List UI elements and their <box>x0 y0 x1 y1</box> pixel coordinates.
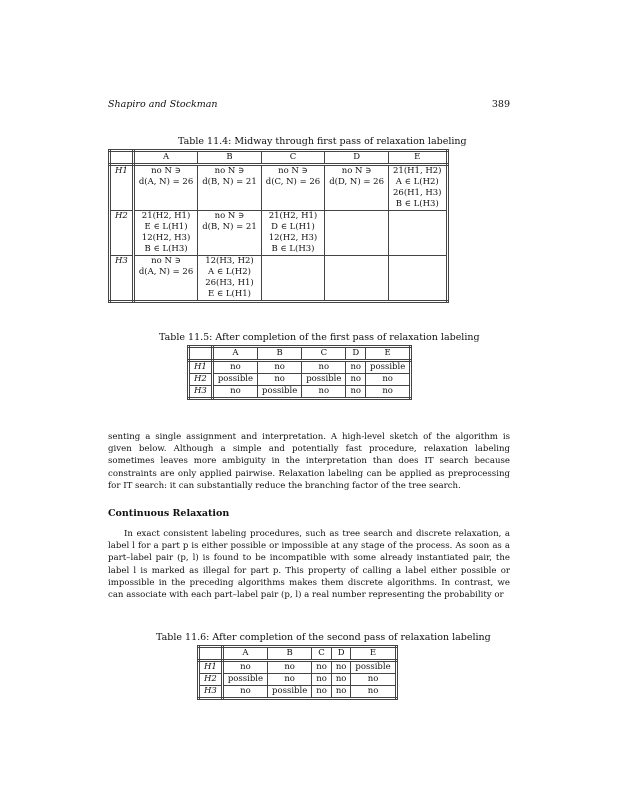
table-11-6 <box>197 645 398 700</box>
cell-value: no <box>335 686 347 696</box>
table-cell <box>346 374 366 386</box>
table-cell <box>389 165 448 211</box>
column-header: D <box>346 347 366 361</box>
cell-line: 26(H1, H3) <box>393 188 442 198</box>
cell-line: 26(H3, H1) <box>205 278 254 288</box>
table-header-row <box>189 347 411 361</box>
table-cell <box>325 211 389 256</box>
row-label: H1 <box>199 661 223 674</box>
page-number: 389 <box>491 99 510 110</box>
cell-line: A ∈ L(H2) <box>395 177 439 187</box>
column-header: E <box>351 647 396 661</box>
table-cell <box>268 674 312 686</box>
column-header: A <box>212 347 257 361</box>
column-header: E <box>389 151 448 165</box>
table-cell <box>331 686 351 699</box>
table-cell <box>325 256 389 302</box>
cell-value: no <box>284 662 295 672</box>
cell-value: possible <box>370 362 406 372</box>
table-row <box>189 374 411 386</box>
table-cell <box>302 374 346 386</box>
table-11-4-caption: Table 11.4: Midway through first pass of relaxation labeling <box>178 136 467 147</box>
cell-value: possible <box>227 674 264 684</box>
table-row <box>189 361 411 374</box>
table-11-5 <box>187 345 412 400</box>
cell-value: no <box>316 674 327 684</box>
column-header: A <box>133 151 197 165</box>
cell-line: 12(H2, H3) <box>268 233 318 243</box>
cell-value: no <box>274 374 285 384</box>
table-cell <box>389 211 448 256</box>
column-header: C <box>302 347 346 361</box>
cell-line: 21(H1, H2) <box>393 166 442 176</box>
cell-value: no <box>274 362 285 372</box>
cell-value: no <box>382 386 393 396</box>
table-cell <box>351 674 396 686</box>
row-label: H2 <box>189 374 213 386</box>
cell-value: no <box>240 686 251 696</box>
table-cell <box>261 256 324 302</box>
table-cell <box>312 686 332 699</box>
table-cell <box>212 361 257 374</box>
table-11-6-caption: Table 11.6: After completion of the second pass of relaxation labeling <box>156 632 491 643</box>
table-cell <box>222 661 267 674</box>
column-header: B <box>268 647 312 661</box>
running-title: Shapiro and Stockman <box>108 99 218 110</box>
cell-line: no N ∋ <box>151 256 181 266</box>
table-cell <box>325 165 389 211</box>
table-cell <box>198 211 262 256</box>
cell-line: 21(H2, H1) <box>268 211 318 221</box>
cell-line: E ∈ L(H1) <box>144 222 188 232</box>
table-cell <box>302 386 346 399</box>
cell-value: no <box>316 686 327 696</box>
table-corner-cell <box>199 647 223 661</box>
table-cell <box>212 386 257 399</box>
cell-line: no N ∋ <box>214 166 245 176</box>
cell-value: no <box>240 662 251 672</box>
cell-line: 12(H2, H3) <box>141 233 191 243</box>
column-header: E <box>366 347 411 361</box>
cell-line: no N ∋ <box>151 166 181 176</box>
body-paragraph-1 <box>108 431 510 492</box>
cell-value: no <box>318 386 330 396</box>
body-paragraph-2 <box>108 528 510 601</box>
table-cell <box>302 361 346 374</box>
table-cell <box>366 361 411 374</box>
cell-line: no N ∋ <box>341 166 372 176</box>
table-row <box>199 674 397 686</box>
table-11-4 <box>108 149 449 303</box>
cell-line: E ∈ L(H1) <box>207 289 251 299</box>
table-cell <box>351 661 396 674</box>
paragraph-text: In exact consistent labeling procedures, such as tree search and discrete relaxation, a label l for a part p is either possible or impossible at any stage of the process. As soon as a part–label pair (p, l) is found to be incompatible with some already instantiated pair, the label l is marked as illegal for part p. This property of calling a label either possible or impossible in the preceding algorithms makes them discrete algorithms. In contrast, we can associate with each part–label pair (p, l) a real number representing the probability or <box>108 529 510 601</box>
cell-line: A ∈ L(H2) <box>208 267 251 277</box>
cell-value: no <box>230 386 241 396</box>
table-cell <box>268 661 312 674</box>
table-cell <box>366 386 411 399</box>
cell-line: no N ∋ <box>278 166 308 176</box>
table-cell <box>198 256 262 302</box>
column-header: C <box>261 151 324 165</box>
table-row <box>110 256 448 302</box>
table-cell <box>258 374 302 386</box>
paragraph-text: senting a single assignment and interpretation. A high-level sketch of the algorithm is given below. Although a simple and potentially fast procedure, relaxation labeling sometimes leaves more ambiguity in the interpretation than does IT search because constraints are only applied pairwise. Relaxation labeling can be applied as preprocessing for IT search: it can substantially reduce the branching factor of the tree search. <box>108 432 510 491</box>
table-cell <box>346 361 366 374</box>
table-cell <box>133 165 197 211</box>
cell-value: possible <box>272 686 308 696</box>
cell-line: 21(H2, H1) <box>141 211 191 221</box>
row-label: H1 <box>110 165 134 211</box>
cell-value: no <box>284 674 295 684</box>
table-header-row <box>199 647 397 661</box>
table-cell <box>258 386 302 399</box>
cell-line: d(A, N) = 26 <box>138 267 194 277</box>
cell-value: no <box>335 662 347 672</box>
cell-value: no <box>335 674 347 684</box>
cell-value: no <box>367 674 379 684</box>
table-cell <box>261 211 324 256</box>
table-cell <box>312 674 332 686</box>
cell-line: B ∈ L(H3) <box>144 244 188 254</box>
table-cell <box>346 386 366 399</box>
cell-line: B ∈ L(H3) <box>271 244 315 254</box>
cell-line: B ∈ L(H3) <box>395 199 439 209</box>
cell-value: no <box>367 686 379 696</box>
column-header: D <box>325 151 389 165</box>
table-cell <box>268 686 312 699</box>
cell-value: possible <box>355 662 391 672</box>
table-cell <box>212 374 257 386</box>
table-row <box>110 211 448 256</box>
table-row <box>199 661 397 674</box>
running-header <box>108 99 510 110</box>
cell-line: d(B, N) = 21 <box>202 222 257 232</box>
cell-value: possible <box>306 374 342 384</box>
cell-value: no <box>318 362 330 372</box>
table-cell <box>133 211 197 256</box>
table-header-row <box>110 151 448 165</box>
row-label: H1 <box>189 361 213 374</box>
row-label: H3 <box>199 686 223 699</box>
cell-value: no <box>382 374 393 384</box>
table-cell <box>366 374 411 386</box>
cell-value: possible <box>217 374 254 384</box>
cell-value: no <box>350 386 362 396</box>
cell-line: d(D, N) = 26 <box>329 177 384 187</box>
table-cell <box>389 256 448 302</box>
column-header: C <box>312 647 332 661</box>
table-cell <box>222 686 267 699</box>
cell-value: no <box>350 362 362 372</box>
cell-value: no <box>230 362 241 372</box>
cell-value: possible <box>262 386 298 396</box>
cell-line: no N ∋ <box>214 211 245 221</box>
row-label: H2 <box>110 211 134 256</box>
table-11-5-caption: Table 11.5: After completion of the first pass of relaxation labeling <box>159 332 480 343</box>
table-row <box>199 686 397 699</box>
cell-line: d(B, N) = 21 <box>202 177 257 187</box>
table-corner-cell <box>189 347 213 361</box>
table-cell <box>331 674 351 686</box>
table-cell <box>198 165 262 211</box>
table-cell <box>261 165 324 211</box>
row-label: H3 <box>189 386 213 399</box>
cell-line: D ∈ L(H1) <box>271 222 315 232</box>
cell-line: d(A, N) = 26 <box>138 177 194 187</box>
table-row <box>189 386 411 399</box>
cell-line: d(C, N) = 26 <box>265 177 321 187</box>
table-cell <box>258 361 302 374</box>
table-row <box>110 165 448 211</box>
table-corner-cell <box>110 151 134 165</box>
cell-value: no <box>316 662 327 672</box>
table-cell <box>351 686 396 699</box>
column-header: A <box>222 647 267 661</box>
cell-line: 12(H3, H2) <box>205 256 254 266</box>
section-title: Continuous Relaxation <box>108 508 230 519</box>
row-label: H2 <box>199 674 223 686</box>
table-cell <box>331 661 351 674</box>
table-cell <box>222 674 267 686</box>
row-label: H3 <box>110 256 134 302</box>
column-header: B <box>198 151 262 165</box>
column-header: B <box>258 347 302 361</box>
cell-value: no <box>350 374 362 384</box>
table-cell <box>133 256 197 302</box>
table-cell <box>312 661 332 674</box>
column-header: D <box>331 647 351 661</box>
